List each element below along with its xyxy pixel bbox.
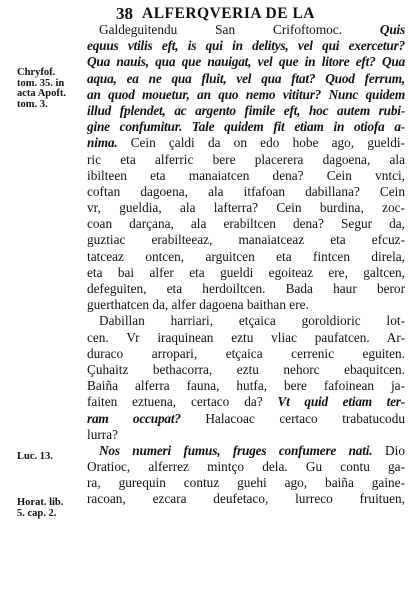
text-line: cen. Vr iraquinean eztu vliac paufatcen. Ar-: [87, 329, 405, 345]
running-head: ALFERQVERIA DE LA: [142, 5, 315, 22]
latin-quote: Nos numeri fumus, fruges confumere nati.: [99, 442, 373, 458]
basque-text: Dio: [372, 442, 405, 458]
text-line: Dabillan harriari, etçaica goroldioric lot-: [99, 313, 405, 329]
text-line: tatceaz ontcen, arguitcen eta fintcen direla,: [87, 248, 405, 264]
latin-quote: nima.: [87, 135, 118, 151]
page-header: [0, 2, 417, 24]
latin-quote: ram occupat?: [87, 410, 181, 426]
text-line: guerthatcen da, alfer dagoena baithan ere.: [87, 297, 309, 313]
text-line: Qua nauis, qua que nauigat, vel que in litore eft? Qua: [87, 54, 405, 70]
margin-note-line: Luc. 13.: [17, 451, 53, 462]
basque-text: faiten eztuena, certaco da?: [87, 394, 278, 410]
margin-note-line: Horat. lib.: [17, 497, 64, 508]
basque-text: Cein çaldi da on edo hobe ago, gueldi-: [117, 135, 405, 151]
text-line: [87, 135, 405, 151]
text-line: an quod mouetur, an quo nemo vititur? Nunc quidem: [87, 86, 405, 102]
text-line: coan darçana, ala erabiltcen dena? Segur da,: [87, 216, 405, 232]
margin-note-line: tom. 3.: [17, 98, 48, 110]
text-line: racoan, ezcara deufetaco, lurreco fruituen,: [87, 491, 405, 507]
text-line: illud fplendet, ac argento fimile eft, hoc autem rubi-: [87, 102, 405, 118]
text-line: lurra?: [87, 426, 119, 442]
text-line: vr, gueldia, ala lafterra? Cein burdina, zoc-: [87, 200, 405, 216]
text-line: gine confumitur. Tale quidem fit etiam in otiofa a-: [87, 119, 405, 135]
basque-text: Galdeguitendu San Crifoftomoc.: [99, 22, 380, 37]
text-line: Oratioc, alferrez mintço dela. Gu contu ga-: [87, 459, 405, 475]
latin-quote: Vt quid etiam ter-: [277, 394, 405, 410]
text-line: aqua, ea ne qua fluit, vel qua ftat? Quod ferrum,: [87, 70, 405, 86]
text-line: ric eta alferric bere placerera dagoena, ala: [87, 151, 405, 167]
text-line: defeguiten, eta herdoiltcen. Bada haur beror: [87, 281, 405, 296]
text-line: guztiac erabilteeaz, manaiatceaz eta efcuz-: [87, 232, 405, 248]
text-line: [87, 22, 405, 38]
margin-note-horace: [17, 498, 79, 519]
text-line: [87, 394, 405, 410]
margin-note-chrysostom: [17, 68, 79, 110]
text-line: Çuhaitz bethacorra, eztu nehorc ebaquitcen.: [87, 361, 405, 377]
body-text: [87, 22, 405, 508]
text-line: equus vtilis eft, is qui in delitys, vel qui exercetur?: [87, 38, 405, 54]
text-line: [87, 411, 405, 427]
text-line: [87, 443, 405, 459]
margin-note-line: acta Apoft.: [17, 88, 66, 99]
text-line: eta bai alfer eta gueldi egoiteaz ere, galtcen,: [87, 264, 405, 280]
margin-note-line: tom. 35. in: [17, 77, 65, 89]
margin-note-luke: [17, 452, 79, 463]
page-number: 38: [116, 4, 133, 23]
text-line: coftan dagoena, ala itfafoan dabillana? Cein: [87, 183, 405, 199]
text-line: ra, gurequin contuz guehi ago, baiña gaine-: [87, 475, 405, 491]
text-line: duraco arropari, etçaica cerrenic eguiten.: [87, 345, 405, 361]
margin-note-line: 5. cap. 2.: [17, 507, 57, 519]
basque-text: Halacoac certaco trabatucodu: [180, 410, 405, 426]
text-line: Baiña alferra fauna, hutfa, bere fafoinean ja-: [87, 378, 405, 394]
margin-note-line: Chryfof.: [17, 67, 56, 78]
latin-quote: Quis: [379, 22, 405, 37]
text-line: ibilteen eta manaiatcen dena? Cein vntci,: [87, 167, 405, 183]
